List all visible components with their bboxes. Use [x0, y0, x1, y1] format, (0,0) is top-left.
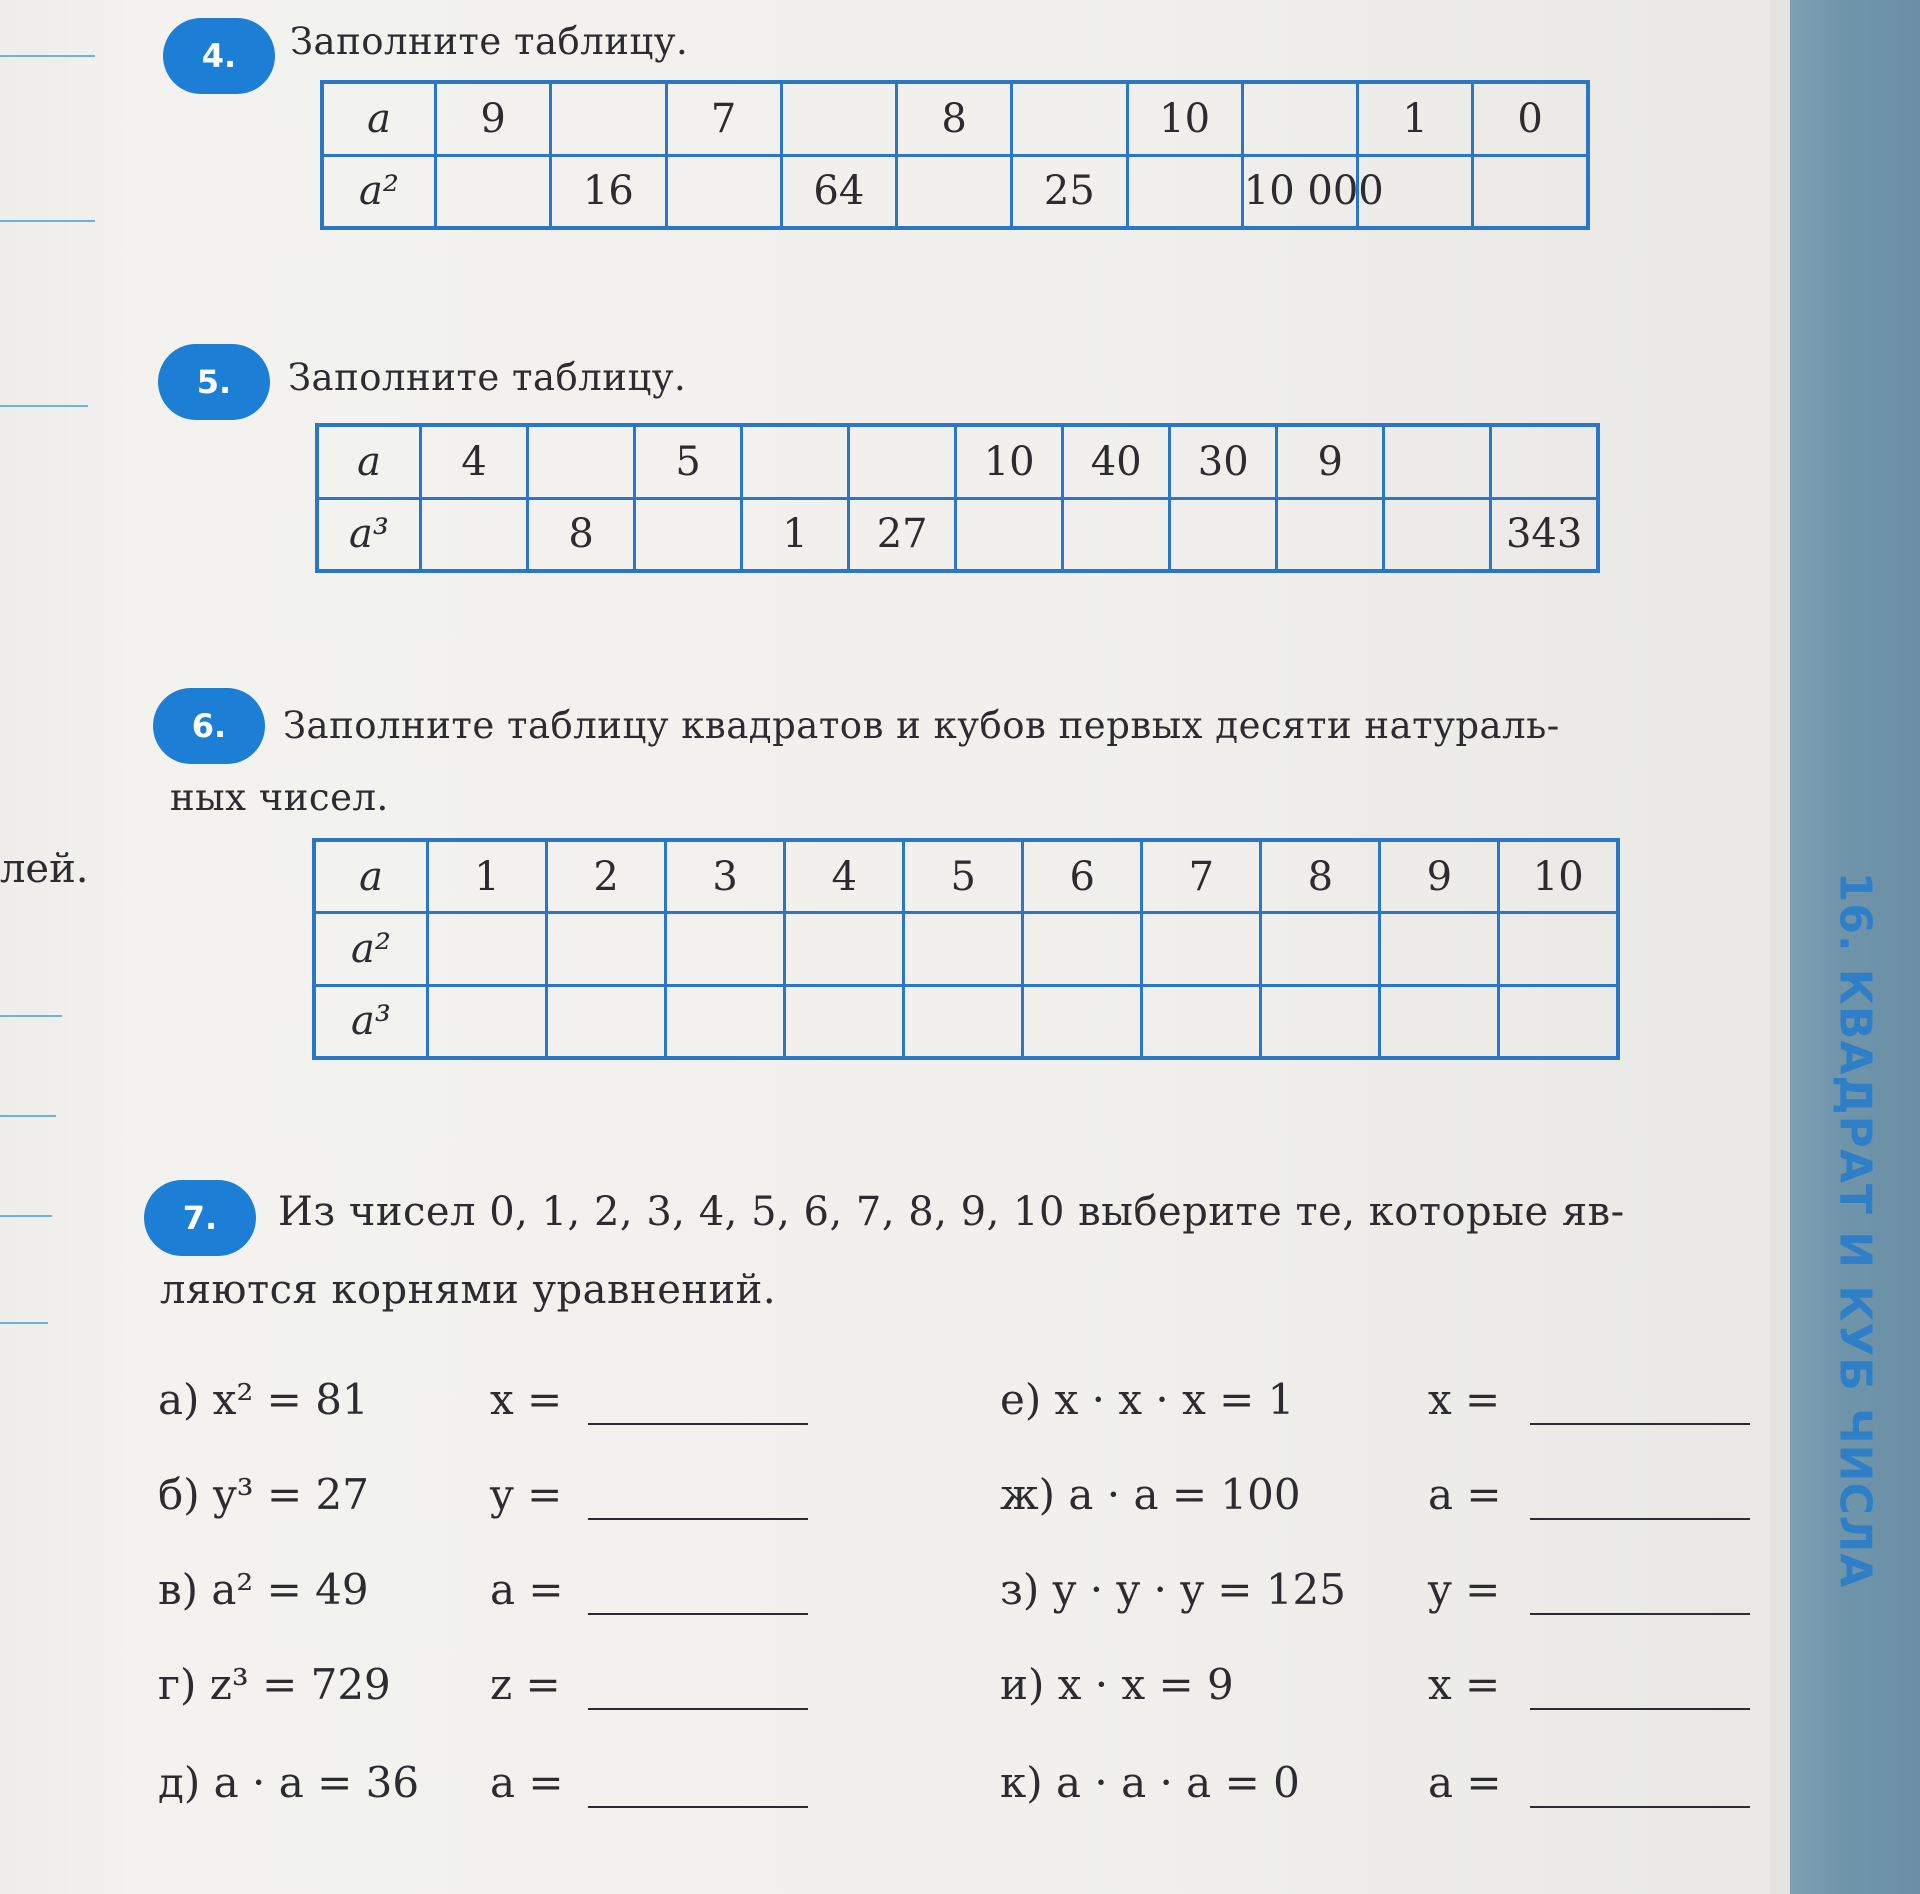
row-header-cell: a — [314, 840, 428, 913]
table-cell[interactable] — [547, 985, 666, 1058]
table-row — [322, 155, 1588, 228]
task-7-instruction-line2: ляются корнями уравнений. — [160, 1267, 777, 1313]
equation-expression: x · x · x = 1 — [1054, 1375, 1295, 1424]
table-cell[interactable] — [551, 82, 666, 155]
table-cell[interactable] — [666, 155, 781, 228]
margin-rule — [0, 1215, 52, 1217]
margin-rule — [0, 405, 88, 407]
margin-fragment: лей. — [0, 846, 89, 892]
task-4-number: 4. — [201, 37, 237, 75]
table-cell[interactable] — [1384, 425, 1491, 498]
task-6-number: 6. — [191, 707, 227, 745]
answer-prompt: x = — [1428, 1660, 1501, 1709]
equation-item — [158, 1758, 419, 1807]
answer-prompt: x = — [490, 1375, 563, 1424]
table-cell[interactable] — [781, 82, 896, 155]
table-cell[interactable]: 25 — [1012, 155, 1127, 228]
table-cell[interactable] — [849, 425, 956, 498]
table-cell[interactable]: 8 — [897, 82, 1012, 155]
equation-label: в) — [158, 1565, 212, 1614]
table-cell[interactable] — [1142, 985, 1261, 1058]
table-cell[interactable] — [1261, 985, 1380, 1058]
row-header-cell: a — [322, 82, 436, 155]
table-cell[interactable]: 1 — [742, 498, 849, 571]
table-cell[interactable] — [897, 155, 1012, 228]
answer-prompt: a = — [1428, 1758, 1502, 1807]
equation-item — [1000, 1375, 1294, 1424]
equation-label: г) — [158, 1660, 210, 1709]
table-cell[interactable] — [956, 498, 1063, 571]
table-cell[interactable] — [1142, 913, 1261, 985]
table-cell[interactable] — [1473, 155, 1588, 228]
equation-item — [1000, 1565, 1346, 1614]
answer-blank[interactable] — [588, 1613, 808, 1615]
margin-rule — [0, 220, 95, 222]
table-cell[interactable] — [1170, 498, 1277, 571]
table-cell[interactable]: 343 — [1491, 498, 1598, 571]
margin-rule — [0, 55, 95, 57]
equation-item — [158, 1565, 369, 1614]
margin-rule — [0, 1115, 56, 1117]
task-5-instruction: Заполните таблицу. — [288, 356, 687, 399]
table-cell[interactable] — [1380, 985, 1499, 1058]
answer-blank[interactable] — [588, 1806, 808, 1808]
equation-label: и) — [1000, 1660, 1058, 1709]
task-7-number: 7. — [182, 1199, 218, 1237]
table-cell[interactable]: 40 — [1063, 425, 1170, 498]
equation-item — [1000, 1470, 1301, 1519]
table-cell[interactable]: 10 — [956, 425, 1063, 498]
equation-item — [158, 1470, 369, 1519]
margin-rule — [0, 1322, 48, 1324]
table-cell[interactable]: 16 — [551, 155, 666, 228]
table-cell[interactable] — [1127, 155, 1242, 228]
table-cell[interactable]: 64 — [781, 155, 896, 228]
table-cell[interactable] — [436, 155, 551, 228]
answer-prompt: y = — [490, 1470, 563, 1519]
equation-item — [1000, 1660, 1234, 1709]
table-cell[interactable] — [1380, 913, 1499, 985]
table-cell[interactable] — [428, 913, 547, 985]
table-row — [314, 840, 1618, 913]
equation-label: а) — [158, 1375, 213, 1424]
table-cell[interactable]: 9 — [1277, 425, 1384, 498]
answer-prompt: a = — [490, 1565, 564, 1614]
answer-blank[interactable] — [588, 1708, 808, 1710]
answer-blank[interactable] — [588, 1423, 808, 1425]
equation-label: к) — [1000, 1758, 1056, 1807]
table-cell[interactable]: 3 — [666, 840, 785, 913]
table-cell[interactable] — [1023, 985, 1142, 1058]
table-cell[interactable]: 0 — [1473, 82, 1588, 155]
task-7-badge — [144, 1180, 256, 1256]
table-cell[interactable] — [904, 913, 1023, 985]
answer-prompt: a = — [490, 1758, 564, 1807]
table-cell[interactable] — [666, 985, 785, 1058]
table-cell[interactable]: 6 — [1023, 840, 1142, 913]
answer-blank[interactable] — [1530, 1708, 1750, 1710]
table-cell[interactable] — [1242, 82, 1357, 155]
task-5-badge — [158, 344, 270, 420]
table-cell[interactable] — [1261, 913, 1380, 985]
task-6-instruction-line2: ных чисел. — [170, 776, 389, 819]
answer-blank[interactable] — [1530, 1806, 1750, 1808]
table-cell[interactable]: 8 — [1261, 840, 1380, 913]
row-header-cell: a³ — [314, 985, 428, 1058]
table-cell[interactable] — [528, 425, 635, 498]
table-cell[interactable] — [1063, 498, 1170, 571]
task-4-table — [320, 80, 1590, 230]
answer-blank[interactable] — [588, 1518, 808, 1520]
table-cell[interactable]: 2 — [547, 840, 666, 913]
table-cell[interactable] — [785, 985, 904, 1058]
table-cell[interactable]: 9 — [436, 82, 551, 155]
task-6-instruction-line1: Заполните таблицу квадратов и кубов первых десяти натураль- — [283, 704, 1560, 747]
table-cell[interactable] — [428, 985, 547, 1058]
answer-prompt: a = — [1428, 1470, 1502, 1519]
table-cell[interactable]: 10 — [1499, 840, 1618, 913]
table-row — [317, 498, 1598, 571]
table-row — [317, 425, 1598, 498]
table-row — [314, 985, 1618, 1058]
row-header-cell: a² — [314, 913, 428, 985]
table-cell[interactable] — [785, 913, 904, 985]
equation-expression: z³ = 729 — [209, 1660, 391, 1709]
row-header-cell: a² — [322, 155, 436, 228]
table-cell[interactable] — [635, 498, 742, 571]
table-cell[interactable] — [1277, 498, 1384, 571]
equation-expression: y³ = 27 — [213, 1470, 369, 1519]
equation-expression: x² = 81 — [212, 1375, 369, 1424]
table-cell[interactable]: 7 — [1142, 840, 1261, 913]
row-header-cell: a — [317, 425, 421, 498]
chapter-title: 16. КВАДРАТ И КУБ ЧИСЛА — [1829, 871, 1881, 1589]
margin-rule — [0, 1015, 62, 1017]
table-cell[interactable] — [1012, 82, 1127, 155]
table-row — [322, 82, 1588, 155]
equation-label: з) — [1000, 1565, 1053, 1614]
table-cell[interactable] — [666, 913, 785, 985]
task-4-badge — [163, 18, 275, 94]
equation-expression: a · a = 100 — [1068, 1470, 1301, 1519]
task-7-instruction-line1: Из чисел 0, 1, 2, 3, 4, 5, 6, 7, 8, 9, 10 выберите те, которые яв- — [278, 1189, 1625, 1235]
equation-expression: y · y · y = 125 — [1052, 1565, 1346, 1614]
task-6-badge — [153, 688, 265, 764]
answer-blank[interactable] — [1530, 1613, 1750, 1615]
table-cell[interactable] — [1384, 498, 1491, 571]
task-4-instruction: Заполните таблицу. — [290, 20, 689, 63]
answer-prompt: y = — [1428, 1565, 1501, 1614]
answer-prompt: z = — [490, 1660, 561, 1709]
equation-label: б) — [158, 1470, 214, 1519]
table-cell[interactable]: 7 — [666, 82, 781, 155]
table-cell[interactable] — [1499, 913, 1618, 985]
task-6-table — [312, 838, 1620, 1060]
table-cell[interactable]: 8 — [528, 498, 635, 571]
table-cell[interactable] — [742, 425, 849, 498]
equation-item — [158, 1375, 369, 1424]
table-cell[interactable]: 1 — [428, 840, 547, 913]
table-cell[interactable] — [904, 985, 1023, 1058]
equation-expression: a · a = 36 — [213, 1758, 420, 1807]
table-cell[interactable]: 10 — [1127, 82, 1242, 155]
table-cell[interactable]: 4 — [785, 840, 904, 913]
table-cell[interactable] — [1499, 985, 1618, 1058]
task-5-number: 5. — [196, 363, 232, 401]
equation-label: е) — [1000, 1375, 1055, 1424]
table-cell[interactable]: 5 — [904, 840, 1023, 913]
table-row — [314, 913, 1618, 985]
row-header-cell: a³ — [317, 498, 421, 571]
equation-item — [158, 1660, 391, 1709]
table-cell[interactable] — [421, 498, 528, 571]
equation-item — [1000, 1758, 1300, 1807]
table-cell[interactable] — [547, 913, 666, 985]
table-cell[interactable] — [1023, 913, 1142, 985]
table-cell[interactable]: 1 — [1358, 82, 1473, 155]
equation-expression: a · a · a = 0 — [1056, 1758, 1300, 1807]
answer-blank[interactable] — [1530, 1518, 1750, 1520]
equation-expression: x · x = 9 — [1057, 1660, 1234, 1709]
table-cell[interactable]: 27 — [849, 498, 956, 571]
task-5-table — [315, 423, 1600, 573]
table-cell[interactable] — [1491, 425, 1598, 498]
table-cell[interactable]: 10 000 — [1242, 155, 1357, 228]
table-cell[interactable]: 5 — [635, 425, 742, 498]
table-cell[interactable]: 9 — [1380, 840, 1499, 913]
answer-blank[interactable] — [1530, 1423, 1750, 1425]
equation-label: д) — [158, 1758, 214, 1807]
equation-expression: a² = 49 — [211, 1565, 369, 1614]
table-cell[interactable]: 4 — [421, 425, 528, 498]
table-cell[interactable]: 30 — [1170, 425, 1277, 498]
equation-label: ж) — [1000, 1470, 1069, 1519]
answer-prompt: x = — [1428, 1375, 1501, 1424]
